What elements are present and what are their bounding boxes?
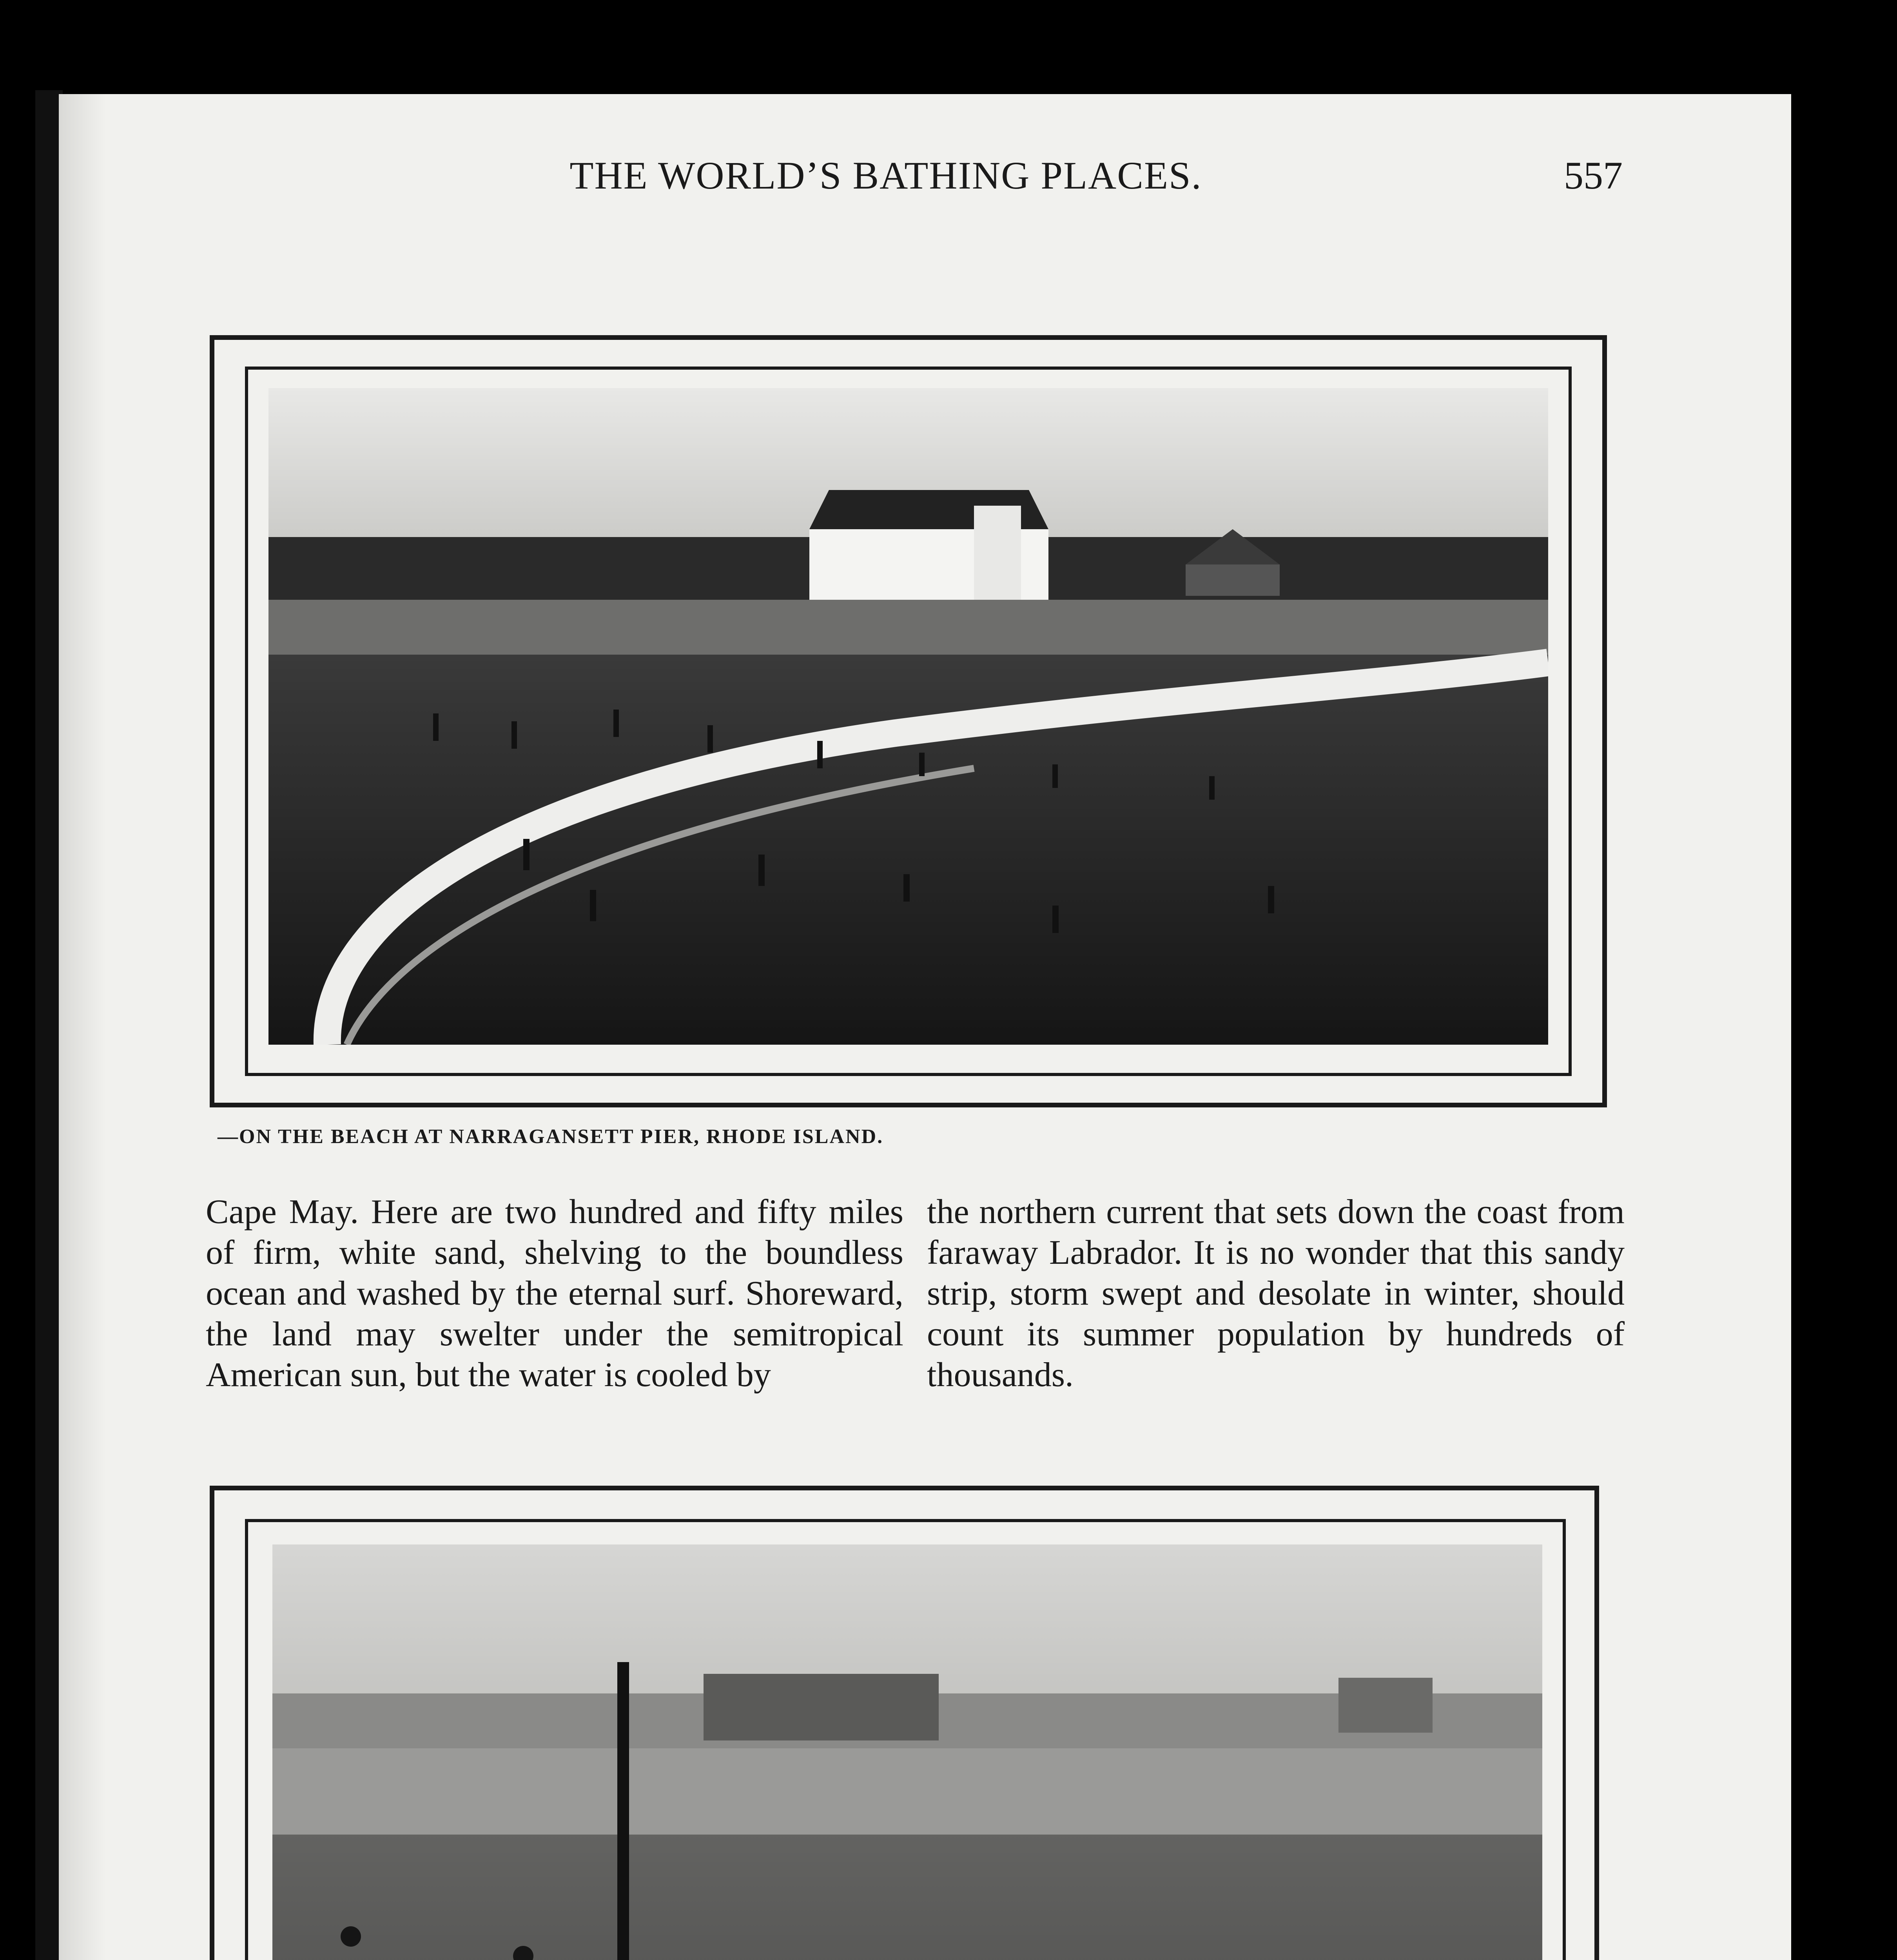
figure-1-photo xyxy=(268,388,1548,1045)
body-column-left xyxy=(206,1192,903,1396)
page-number: 557 xyxy=(1564,154,1623,197)
page-gutter xyxy=(59,94,106,1960)
body-column-right xyxy=(927,1192,1625,1396)
body-paragraph-left: Cape May. Here are two hundred and fifty miles of firm, white sand, shelving to the boundless ocean and washed by the eternal surf. Shoreward, the land may swelter under the semitropical American sun, but the water is cooled by xyxy=(206,1193,903,1394)
body-paragraph-right: the northern current that sets down the coast from faraway Labrador. It is no wonder that this sandy strip, storm swept and desolate in winter, should count its summer population by hundreds of thousands. xyxy=(927,1193,1625,1394)
running-title: THE WORLD’S BATHING PLACES. xyxy=(569,154,1202,197)
figure-2-photo xyxy=(272,1544,1542,1960)
figure-1-caption: —ON THE BEACH AT NARRAGANSETT PIER, RHODE ISLAND. xyxy=(218,1125,884,1148)
